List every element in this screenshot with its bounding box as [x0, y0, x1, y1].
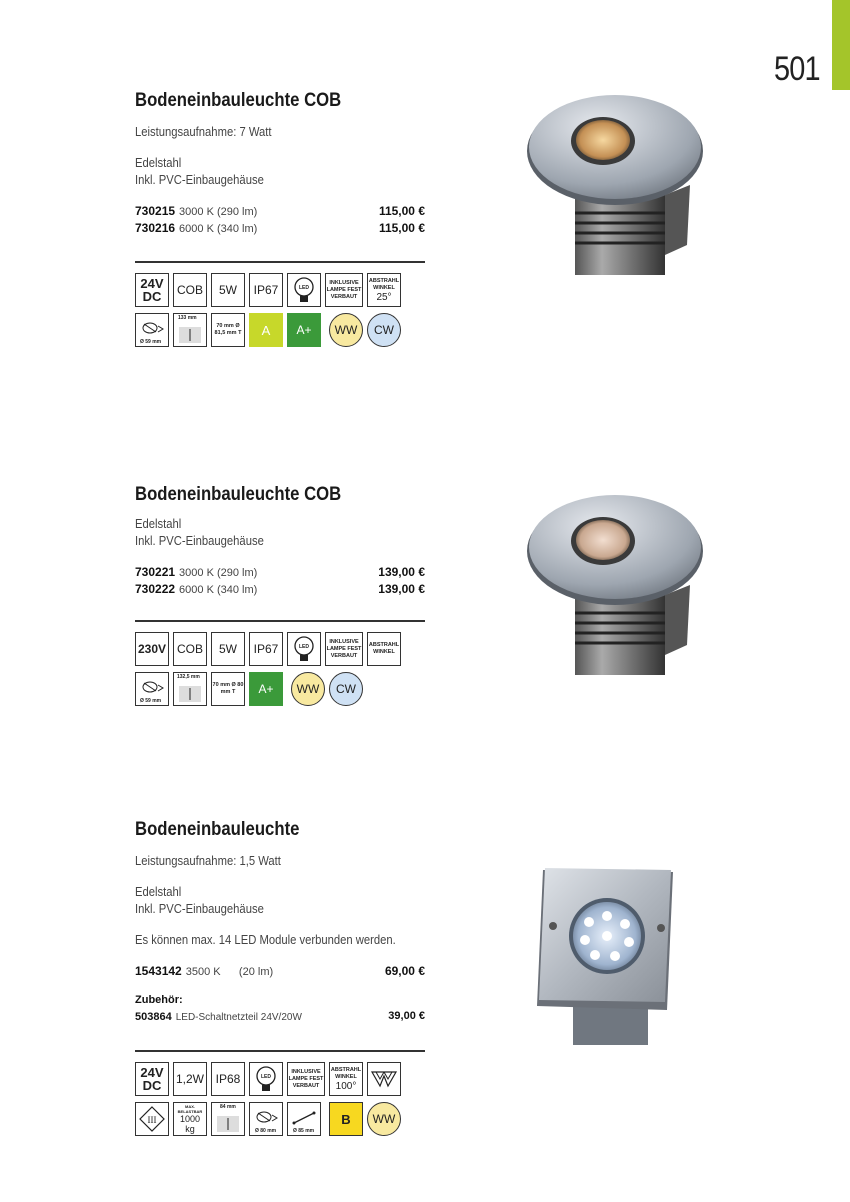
- article-spec: 3000 K (290 lm): [179, 206, 258, 218]
- diameter-icon: [249, 1102, 283, 1136]
- diameter-icon: [135, 672, 169, 706]
- watt-icon: 5W: [211, 273, 245, 307]
- led-bulb-icon: [287, 632, 321, 666]
- price-row: [135, 564, 425, 581]
- warm-white-icon: WW: [291, 672, 325, 706]
- diameter-label: Ø 80 mm: [255, 1128, 277, 1134]
- product-power: Leistungsaufnahme: 7 Watt: [135, 125, 272, 139]
- article-spec: 3000 K (290 lm): [179, 567, 258, 579]
- watt-icon: 5W: [211, 632, 245, 666]
- article-spec: 6000 K (340 lm): [179, 584, 258, 596]
- product-material: Edelstahl: [135, 885, 182, 899]
- article-spec: 3500 K (20 lm): [185, 966, 274, 978]
- spec-icons: [135, 630, 425, 710]
- accessory-article: 503864: [135, 1011, 172, 1023]
- energy-class-a-plus-icon: A+: [287, 313, 321, 347]
- article-number: 730215: [135, 204, 176, 218]
- spec-icons: [135, 1060, 425, 1140]
- product-note: Es können max. 14 LED Module verbunden werden.: [135, 933, 396, 947]
- beam-angle-icon: [367, 273, 401, 307]
- product-housing: Inkl. PVC-Einbaugehäuse: [135, 534, 264, 548]
- article-price: 139,00 €: [378, 565, 425, 579]
- article-number: 730216: [135, 221, 176, 235]
- article-price: 115,00 €: [378, 221, 425, 235]
- depth-label: 132,5 mm: [177, 674, 200, 680]
- chip-icon: COB: [173, 273, 207, 307]
- beam-angle-label: ABSTRAHL WINKEL: [330, 1066, 362, 1080]
- lamp-included-icon: INKLUSIVE LAMPE FEST VERBAUT: [287, 1062, 325, 1096]
- diameter-2-label: Ø 85 mm: [293, 1128, 315, 1134]
- watt-icon: 1,2W: [173, 1062, 207, 1096]
- lamp-included-icon: INKLUSIVE LAMPE FEST VERBAUT: [325, 632, 363, 666]
- depth-label: 133 mm: [178, 315, 197, 321]
- max-load-label: MAX. BELASTBAR: [177, 1104, 203, 1114]
- product-housing: Inkl. PVC-Einbaugehäuse: [135, 902, 264, 916]
- energy-class-a-plus-icon: A+: [249, 672, 283, 706]
- product-2: [135, 484, 425, 710]
- beam-angle-label: ABSTRAHL WINKEL: [368, 642, 400, 655]
- page-number: 501: [774, 50, 820, 88]
- accessory-row: [135, 1008, 425, 1026]
- article-number: 730222: [135, 582, 176, 596]
- cold-white-icon: CW: [367, 313, 401, 347]
- article-number: 1543142: [135, 964, 182, 978]
- beam-angle-icon: [329, 1062, 363, 1096]
- divider: [135, 261, 425, 263]
- divider: [135, 620, 425, 622]
- product-photo-1: [515, 85, 715, 285]
- beam-angle-icon: [367, 632, 401, 666]
- led-bulb-icon: [287, 273, 321, 307]
- article-number: 730221: [135, 565, 176, 579]
- max-load-value: 1000 kg: [179, 1114, 201, 1134]
- article-price: 69,00 €: [384, 964, 425, 978]
- ip-rating-icon: IP67: [249, 273, 283, 307]
- led-label: LED: [299, 285, 309, 291]
- product-title: Bodeneinbauleuchte: [135, 819, 300, 840]
- max-load-icon: [173, 1102, 207, 1136]
- spec-icons: [135, 271, 425, 351]
- ip-rating-icon: IP67: [249, 632, 283, 666]
- diameter-label: Ø 59 mm: [140, 339, 162, 345]
- warm-white-icon: WW: [329, 313, 363, 347]
- chip-icon: COB: [173, 632, 207, 666]
- divider: [135, 1050, 425, 1052]
- depth-icon: [211, 1102, 245, 1136]
- led-label: LED: [261, 1074, 271, 1080]
- protection-class-icon: [135, 1102, 169, 1136]
- energy-class-b-icon: B: [329, 1102, 363, 1136]
- voltage-icon: 230V: [135, 632, 169, 666]
- product-photo-2: [515, 485, 715, 685]
- diameter-label: Ø 59 mm: [140, 698, 162, 704]
- beam-angle-value: 100°: [335, 1080, 357, 1092]
- lamp-included-icon: INKLUSIVE LAMPE FEST VERBAUT: [325, 273, 363, 307]
- product-power: Leistungsaufnahme: 1,5 Watt: [135, 854, 281, 868]
- price-row: [135, 220, 425, 237]
- cutout-icon: 70 mm Ø 80 mm T: [211, 672, 245, 706]
- warm-white-icon: WW: [367, 1102, 401, 1136]
- article-price: 115,00 €: [378, 204, 425, 218]
- led-bulb-icon: [249, 1062, 283, 1096]
- article-spec: 6000 K (340 lm): [179, 223, 258, 235]
- accessory-label: Zubehör:: [135, 994, 183, 1006]
- beam-angle-label: ABSTRAHL WINKEL: [368, 277, 400, 291]
- article-price: 139,00 €: [378, 582, 425, 596]
- protection-class-label: III: [147, 1115, 157, 1125]
- voltage-icon: 24V DC: [135, 1062, 169, 1096]
- product-material: Edelstahl: [135, 156, 182, 170]
- product-material: Edelstahl: [135, 517, 182, 531]
- accessory-spec: LED-Schaltnetzteil 24V/20W: [175, 1012, 302, 1023]
- product-3: [135, 819, 425, 1140]
- product-1: [135, 90, 425, 351]
- price-row: [135, 963, 425, 980]
- product-photo-3: [515, 860, 695, 1050]
- accent-bar: [832, 0, 850, 90]
- diameter-icon: [135, 313, 169, 347]
- voltage-icon: 24V DC: [135, 273, 169, 307]
- energy-class-a-icon: A: [249, 313, 283, 347]
- depth-icon: [173, 313, 207, 347]
- beam-angle-value: 25°: [376, 291, 392, 303]
- ip-rating-icon: IP68: [211, 1062, 245, 1096]
- price-row: [135, 581, 425, 598]
- depth-label: 84 mm: [220, 1104, 236, 1110]
- vde-mark-icon: [367, 1062, 401, 1096]
- cutout-icon: 70 mm Ø 81,5 mm T: [211, 313, 245, 347]
- depth-icon: [173, 672, 207, 706]
- product-title: Bodeneinbauleuchte COB: [135, 90, 342, 111]
- price-row: [135, 203, 425, 220]
- accessory-price: 39,00 €: [388, 1010, 425, 1022]
- led-label: LED: [299, 644, 309, 650]
- product-title: Bodeneinbauleuchte COB: [135, 484, 342, 505]
- diameter-2-icon: [287, 1102, 321, 1136]
- product-housing: Inkl. PVC-Einbaugehäuse: [135, 173, 264, 187]
- accessory-heading: [135, 992, 425, 1008]
- cold-white-icon: CW: [329, 672, 363, 706]
